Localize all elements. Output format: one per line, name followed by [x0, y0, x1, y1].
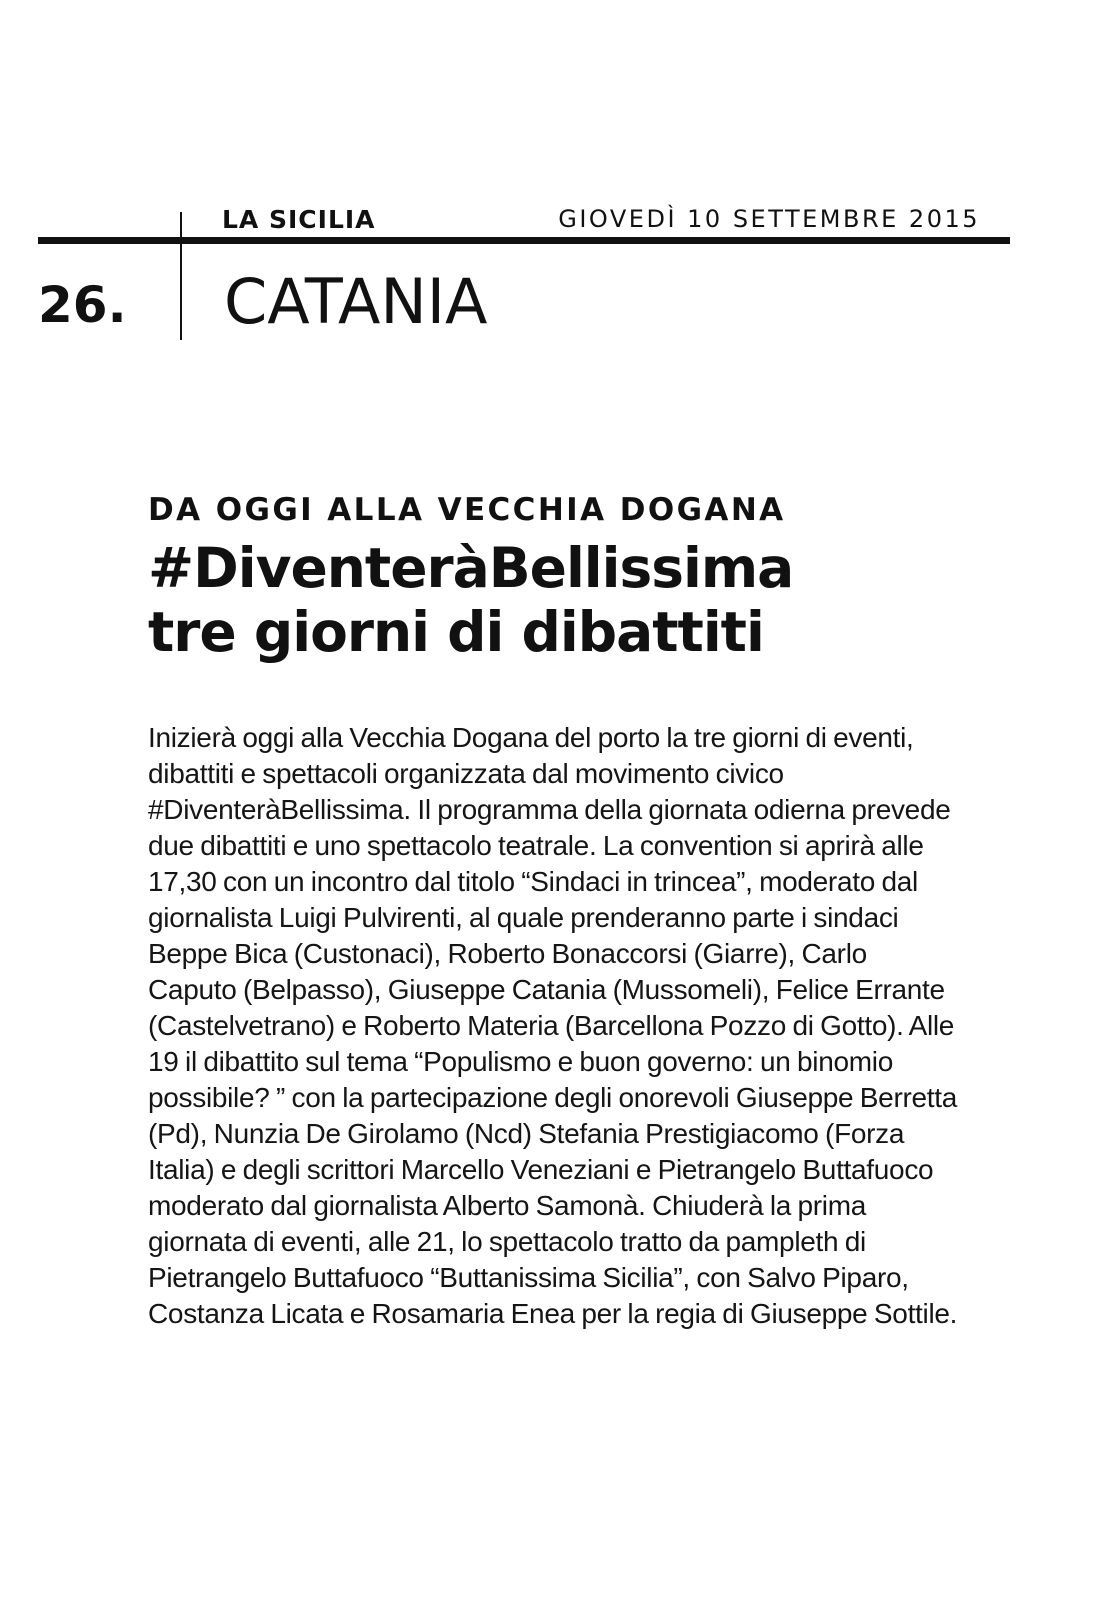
section-title: CATANIA [224, 265, 488, 338]
article-headline [148, 536, 1048, 664]
issue-date: GIOVEDÌ 10 SETTEMBRE 2015 [558, 205, 980, 233]
headline-line-2: tre giorni di dibattiti [148, 600, 764, 664]
masthead-vertical-divider [180, 212, 182, 340]
newspaper-name: LA SICILIA [222, 205, 376, 234]
page-number: 26. [38, 276, 127, 334]
headline-line-1: #DiventeràBellissima [148, 536, 794, 600]
article [148, 486, 1048, 1332]
article-kicker: DA OGGI ALLA VECCHIA DOGANA [148, 492, 786, 528]
article-body: Inizierà oggi alla Vecchia Dogana del porto la tre giorni di eventi, dibattiti e spettacoli organizzata dal movimento civico #DiventeràBellissima. Il programma della giornata odierna prevede due dibattiti e uno spettacolo teatrale. La convention si aprirà alle 17,30 con un incontro dal titolo “Sindaci in trincea”, moderato dal giornalista Luigi Pulvirenti, al quale prenderanno parte i sindaci Beppe Bica (Custonaci), Roberto Bonaccorsi (Giarre), Carlo Caputo (Belpasso), Giuseppe Catania (Mussomeli), Felice Errante (Castelvetrano) e Roberto Materia (Barcellona Pozzo di Gotto). Alle 19 il dibattito sul tema “Populismo e buon governo: un binomio possibile? ” con la partecipazione degli onorevoli Giuseppe Berretta (Pd), Nunzia De Girolamo (Ncd) Stefania Prestigiacomo (Forza Italia) e degli scrittori Marcello Veneziani e Pietrangelo Buttafuoco moderato dal giornalista Alberto Samonà. Chiuderà la prima giornata di eventi, alle 21, lo spettacolo tratto da pampleth di Pietrangelo Buttafuoco “Buttanissima Sicilia”, con Salvo Piparo, Costanza Licata e Rosamaria Enea per la regia di Giuseppe Sottile. [148, 722, 958, 1329]
masthead-horizontal-rule [38, 237, 1010, 244]
